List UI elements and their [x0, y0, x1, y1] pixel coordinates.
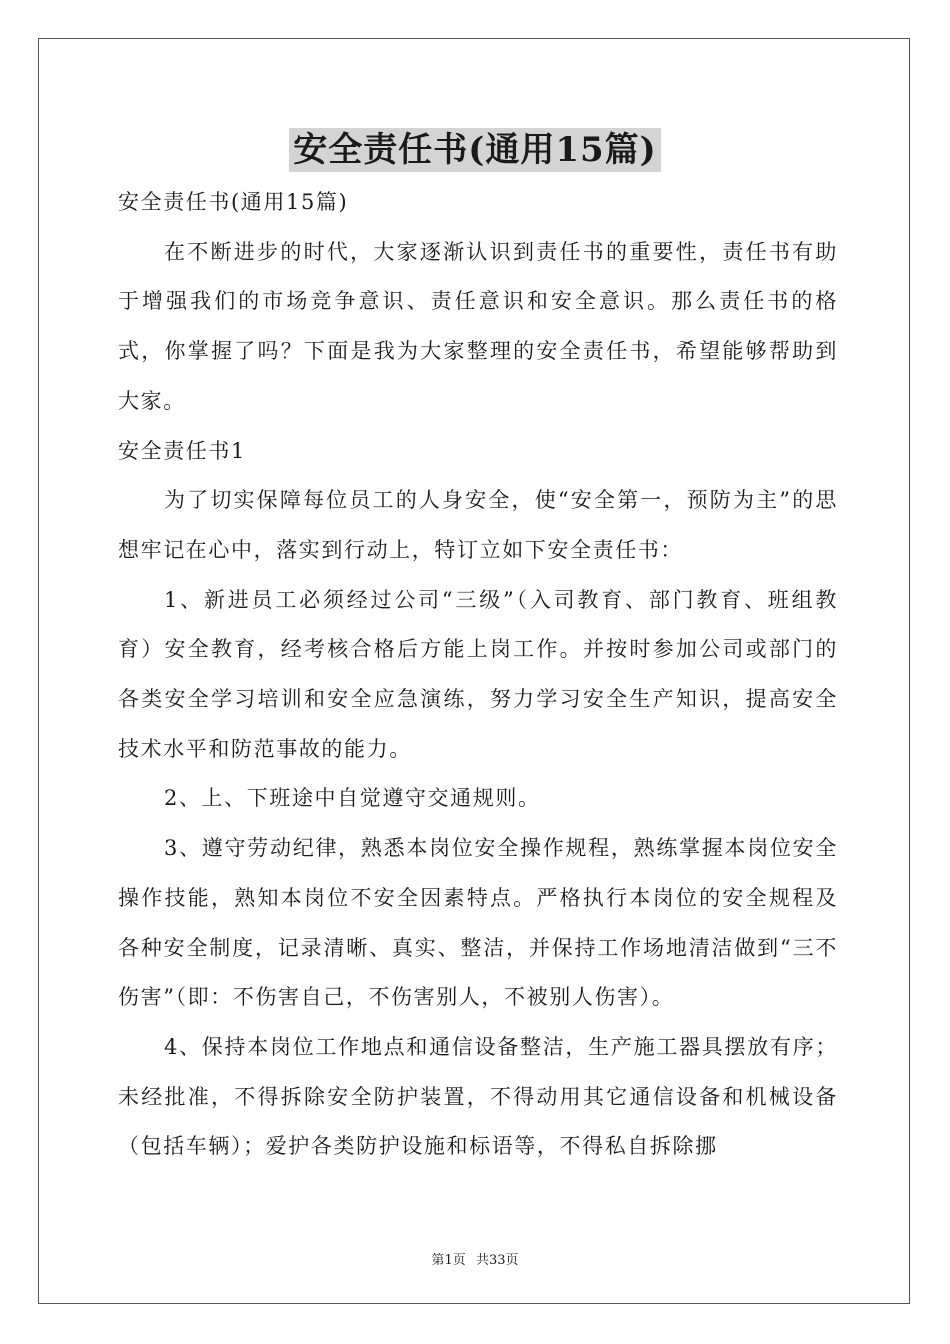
paragraph-item-4: 4、保持本岗位工作地点和通信设备整洁，生产施工器具摆放有序；未经批准，不得拆除安全防护装置，不得动用其它通信设备和机械设备（包括车辆）；爱护各类防护设施和标语等，不得私自拆除挪 — [118, 1034, 838, 1159]
section-heading: 安全责任书1 — [118, 438, 246, 463]
paragraph-purpose: 为了切实保障每位员工的人身安全，使“安全第一，预防为主”的思想牢记在心中，落实到行动上，特订立如下安全责任书： — [118, 488, 838, 562]
document-title: 安全责任书(通用15篇) — [289, 128, 661, 172]
paragraph-intro: 在不断进步的时代，大家逐渐认识到责任书的重要性，责任书有助于增强我们的市场竞争意识、责任意识和安全意识。那么责任书的格式，你掌握了吗？下面是我为大家整理的安全责任书，希望能够帮助到大家。 — [118, 239, 838, 413]
page-total: 共33页 — [475, 1253, 519, 1268]
paragraph-item-3: 3、遵守劳动纪律，熟悉本岗位安全操作规程，熟练掌握本岗位安全操作技能，熟知本岗位不安全因素特点。严格执行本岗位的安全规程及各种安全制度，记录清晰、真实、整洁，并保持工作场地清洁做到“三不伤害”（即：不伤害自己，不伤害别人，不被别人伤害）。 — [118, 836, 838, 1010]
paragraph-item-2: 2、上、下班途中自觉遵守交通规则。 — [164, 786, 541, 811]
document-body — [118, 178, 838, 1172]
document-subtitle: 安全责任书(通用15篇) — [118, 190, 349, 214]
paragraph-item-1: 1、新进员工必须经过公司“三级”（入司教育、部门教育、班组教育）安全教育，经考核合格后方能上岗工作。并按时参加公司或部门的各类安全学习培训和安全应急演练，努力学习安全生产知识，提高安全技术水平和防范事故的能力。 — [118, 587, 838, 761]
page-number: 第1页 — [431, 1253, 466, 1268]
title-wrap — [0, 128, 950, 172]
page-footer — [0, 1249, 950, 1268]
